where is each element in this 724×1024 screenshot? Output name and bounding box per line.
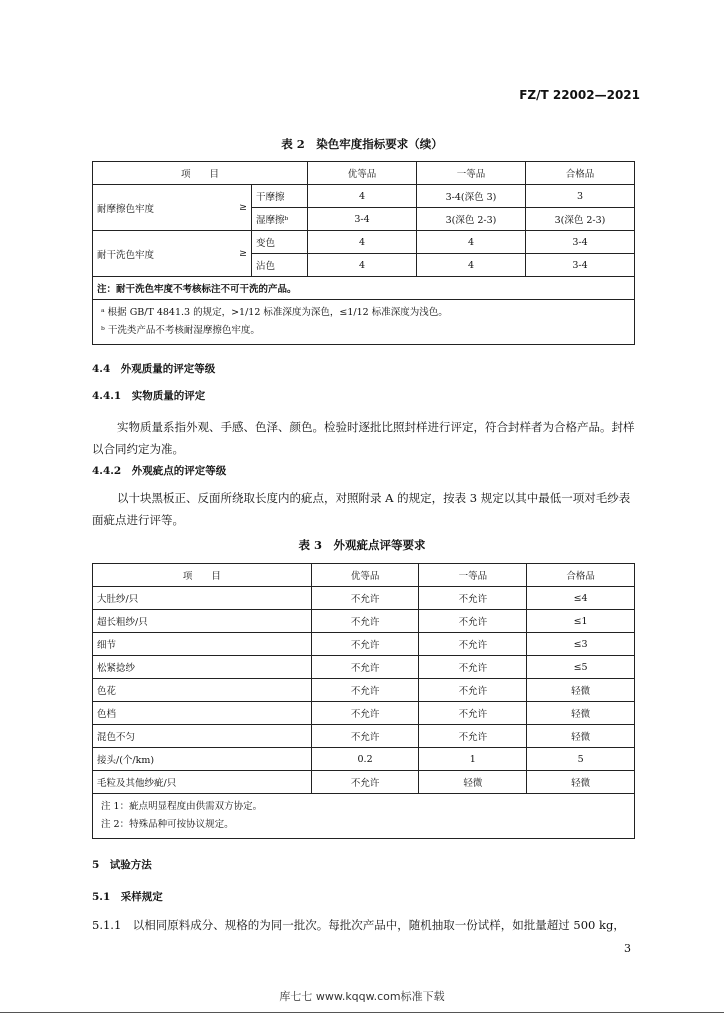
section-5-title: 5 试验方法 xyxy=(92,859,152,871)
table-cell: 4 xyxy=(308,231,417,254)
table-row xyxy=(93,610,635,633)
section-5-1-1-text: 5.1.1 以相同原料成分、规格的为同一批次。每批次产品中，随机抽取一份试样，如批量超过 500 kg， xyxy=(92,918,625,932)
table-cell: 不允许 xyxy=(311,656,419,679)
header-grade-2: 一等品 xyxy=(419,564,527,587)
table-cell: 不允许 xyxy=(419,702,527,725)
note-2: 注 2：特殊品种可按协议规定。 xyxy=(101,819,234,830)
table-footnotes xyxy=(93,300,635,345)
table-cell: 5 xyxy=(527,748,635,771)
table-cell: 细节 xyxy=(93,633,312,656)
table-note-row xyxy=(93,794,635,839)
table3-caption: 表 3 外观疵点评等要求 xyxy=(298,538,426,552)
table-cell: 毛粒及其他纱疵/只 xyxy=(93,771,312,794)
table-cell: 3 xyxy=(526,185,635,208)
table-cell: 不允许 xyxy=(419,633,527,656)
group-label: 耐干洗色牢度 ≥ xyxy=(93,231,252,277)
table-cell: 不允许 xyxy=(419,610,527,633)
table-row xyxy=(93,656,635,679)
table-cell: 1 xyxy=(419,748,527,771)
table-cell: 不允许 xyxy=(311,679,419,702)
table-row xyxy=(93,679,635,702)
table-row xyxy=(93,748,635,771)
table-cell: 不允许 xyxy=(311,610,419,633)
table-cell: 4 xyxy=(417,254,526,277)
table-cell: 4 xyxy=(417,231,526,254)
table-cell: 不允许 xyxy=(419,679,527,702)
footnote-a: ᵃ 根据 GB/T 4841.3 的规定，>1/12 标准深度为深色，≤1/12 标准深度为浅色。 xyxy=(101,307,448,318)
table-cell: 色花 xyxy=(93,679,312,702)
table-row xyxy=(93,725,635,748)
table-cell: 4 xyxy=(308,185,417,208)
table-header-row xyxy=(93,564,635,587)
section-4-4-2-text: 以十块黑板正、反面所绕取长度内的疵点，对照附录 A 的规定，按表 3 规定以其中最低一项对毛纱表面疵点进行评等。 xyxy=(92,491,631,527)
footer-divider xyxy=(0,1012,724,1013)
section-4-4-2-title: 4.4.2 外观疵点的评定等级 xyxy=(92,465,227,477)
table-header-row xyxy=(93,162,635,185)
sub-item: 湿摩擦ᵇ xyxy=(252,208,308,231)
table-cell: 3(深色 2-3) xyxy=(417,208,526,231)
table-cell: ≤3 xyxy=(527,633,635,656)
page-number: 3 xyxy=(624,942,631,955)
header-grade-3: 合格品 xyxy=(526,162,635,185)
header-grade-1: 优等品 xyxy=(308,162,417,185)
table-cell: 3-4(深色 3) xyxy=(417,185,526,208)
table-cell: 3(深色 2-3) xyxy=(526,208,635,231)
table-row xyxy=(93,587,635,610)
header-grade-1: 优等品 xyxy=(311,564,419,587)
table-row xyxy=(93,771,635,794)
table2 xyxy=(92,161,635,345)
section-5-1-title: 5.1 采样规定 xyxy=(92,891,163,903)
table-footnote-row xyxy=(93,300,635,345)
table-notes xyxy=(93,794,635,839)
table-row xyxy=(93,185,635,208)
table-cell: ≤4 xyxy=(527,587,635,610)
table-row xyxy=(93,231,635,254)
header-grade-2: 一等品 xyxy=(417,162,526,185)
table-cell: 大肚纱/只 xyxy=(93,587,312,610)
table-cell: 轻微 xyxy=(419,771,527,794)
table-cell: 4 xyxy=(308,254,417,277)
table-cell: 不允许 xyxy=(419,656,527,679)
table-row xyxy=(93,702,635,725)
table-cell: 混色不匀 xyxy=(93,725,312,748)
sub-item: 变色 xyxy=(252,231,308,254)
header-item: 项 目 xyxy=(93,564,312,587)
table-cell: 不允许 xyxy=(419,587,527,610)
header-item: 项 目 xyxy=(93,162,308,185)
table-cell: 不允许 xyxy=(311,633,419,656)
table3 xyxy=(92,563,635,839)
sub-item: 干摩擦 xyxy=(252,185,308,208)
table-cell: 不允许 xyxy=(311,587,419,610)
table-cell: ≤1 xyxy=(527,610,635,633)
table-cell: 3-4 xyxy=(526,254,635,277)
table-cell: 轻微 xyxy=(527,679,635,702)
footer-watermark: 库七七 www.kqqw.com标准下载 xyxy=(279,990,445,1003)
group-label: 耐摩擦色牢度 ≥ xyxy=(93,185,252,231)
table-cell: ≤5 xyxy=(527,656,635,679)
table2-caption: 表 2 染色牢度指标要求（续） xyxy=(281,137,443,151)
table-cell: 3-4 xyxy=(308,208,417,231)
table-cell: 0.2 xyxy=(311,748,419,771)
note-1: 注 1：疵点明显程度由供需双方协定。 xyxy=(101,801,263,812)
section-4-4-1-text: 实物质量系指外观、手感、色泽、颜色。检验时逐批比照封样进行评定，符合封样者为合格产品。封样以合同约定为准。 xyxy=(92,420,635,456)
section-4-4-title: 4.4 外观质量的评定等级 xyxy=(92,363,216,375)
table-cell: 松紧捻纱 xyxy=(93,656,312,679)
document-code: FZ/T 22002—2021 xyxy=(519,88,640,102)
table-cell: 不允许 xyxy=(311,702,419,725)
table-cell: 不允许 xyxy=(311,771,419,794)
table-cell: 不允许 xyxy=(419,725,527,748)
table-note: 注：耐干洗色牢度不考核标注不可干洗的产品。 xyxy=(93,277,635,300)
table-cell: 不允许 xyxy=(311,725,419,748)
table-note-row xyxy=(93,277,635,300)
table-cell: 轻微 xyxy=(527,725,635,748)
footnote-b: ᵇ 干洗类产品不考核耐湿摩擦色牢度。 xyxy=(101,325,260,336)
table-cell: 3-4 xyxy=(526,231,635,254)
table-cell: 接头/(个/km) xyxy=(93,748,312,771)
header-grade-3: 合格品 xyxy=(527,564,635,587)
sub-item: 沾色 xyxy=(252,254,308,277)
section-4-4-1-title: 4.4.1 实物质量的评定 xyxy=(92,390,206,402)
table-cell: 轻微 xyxy=(527,702,635,725)
table-row xyxy=(93,633,635,656)
table-cell: 超长粗纱/只 xyxy=(93,610,312,633)
table-cell: 色档 xyxy=(93,702,312,725)
table-cell: 轻微 xyxy=(527,771,635,794)
